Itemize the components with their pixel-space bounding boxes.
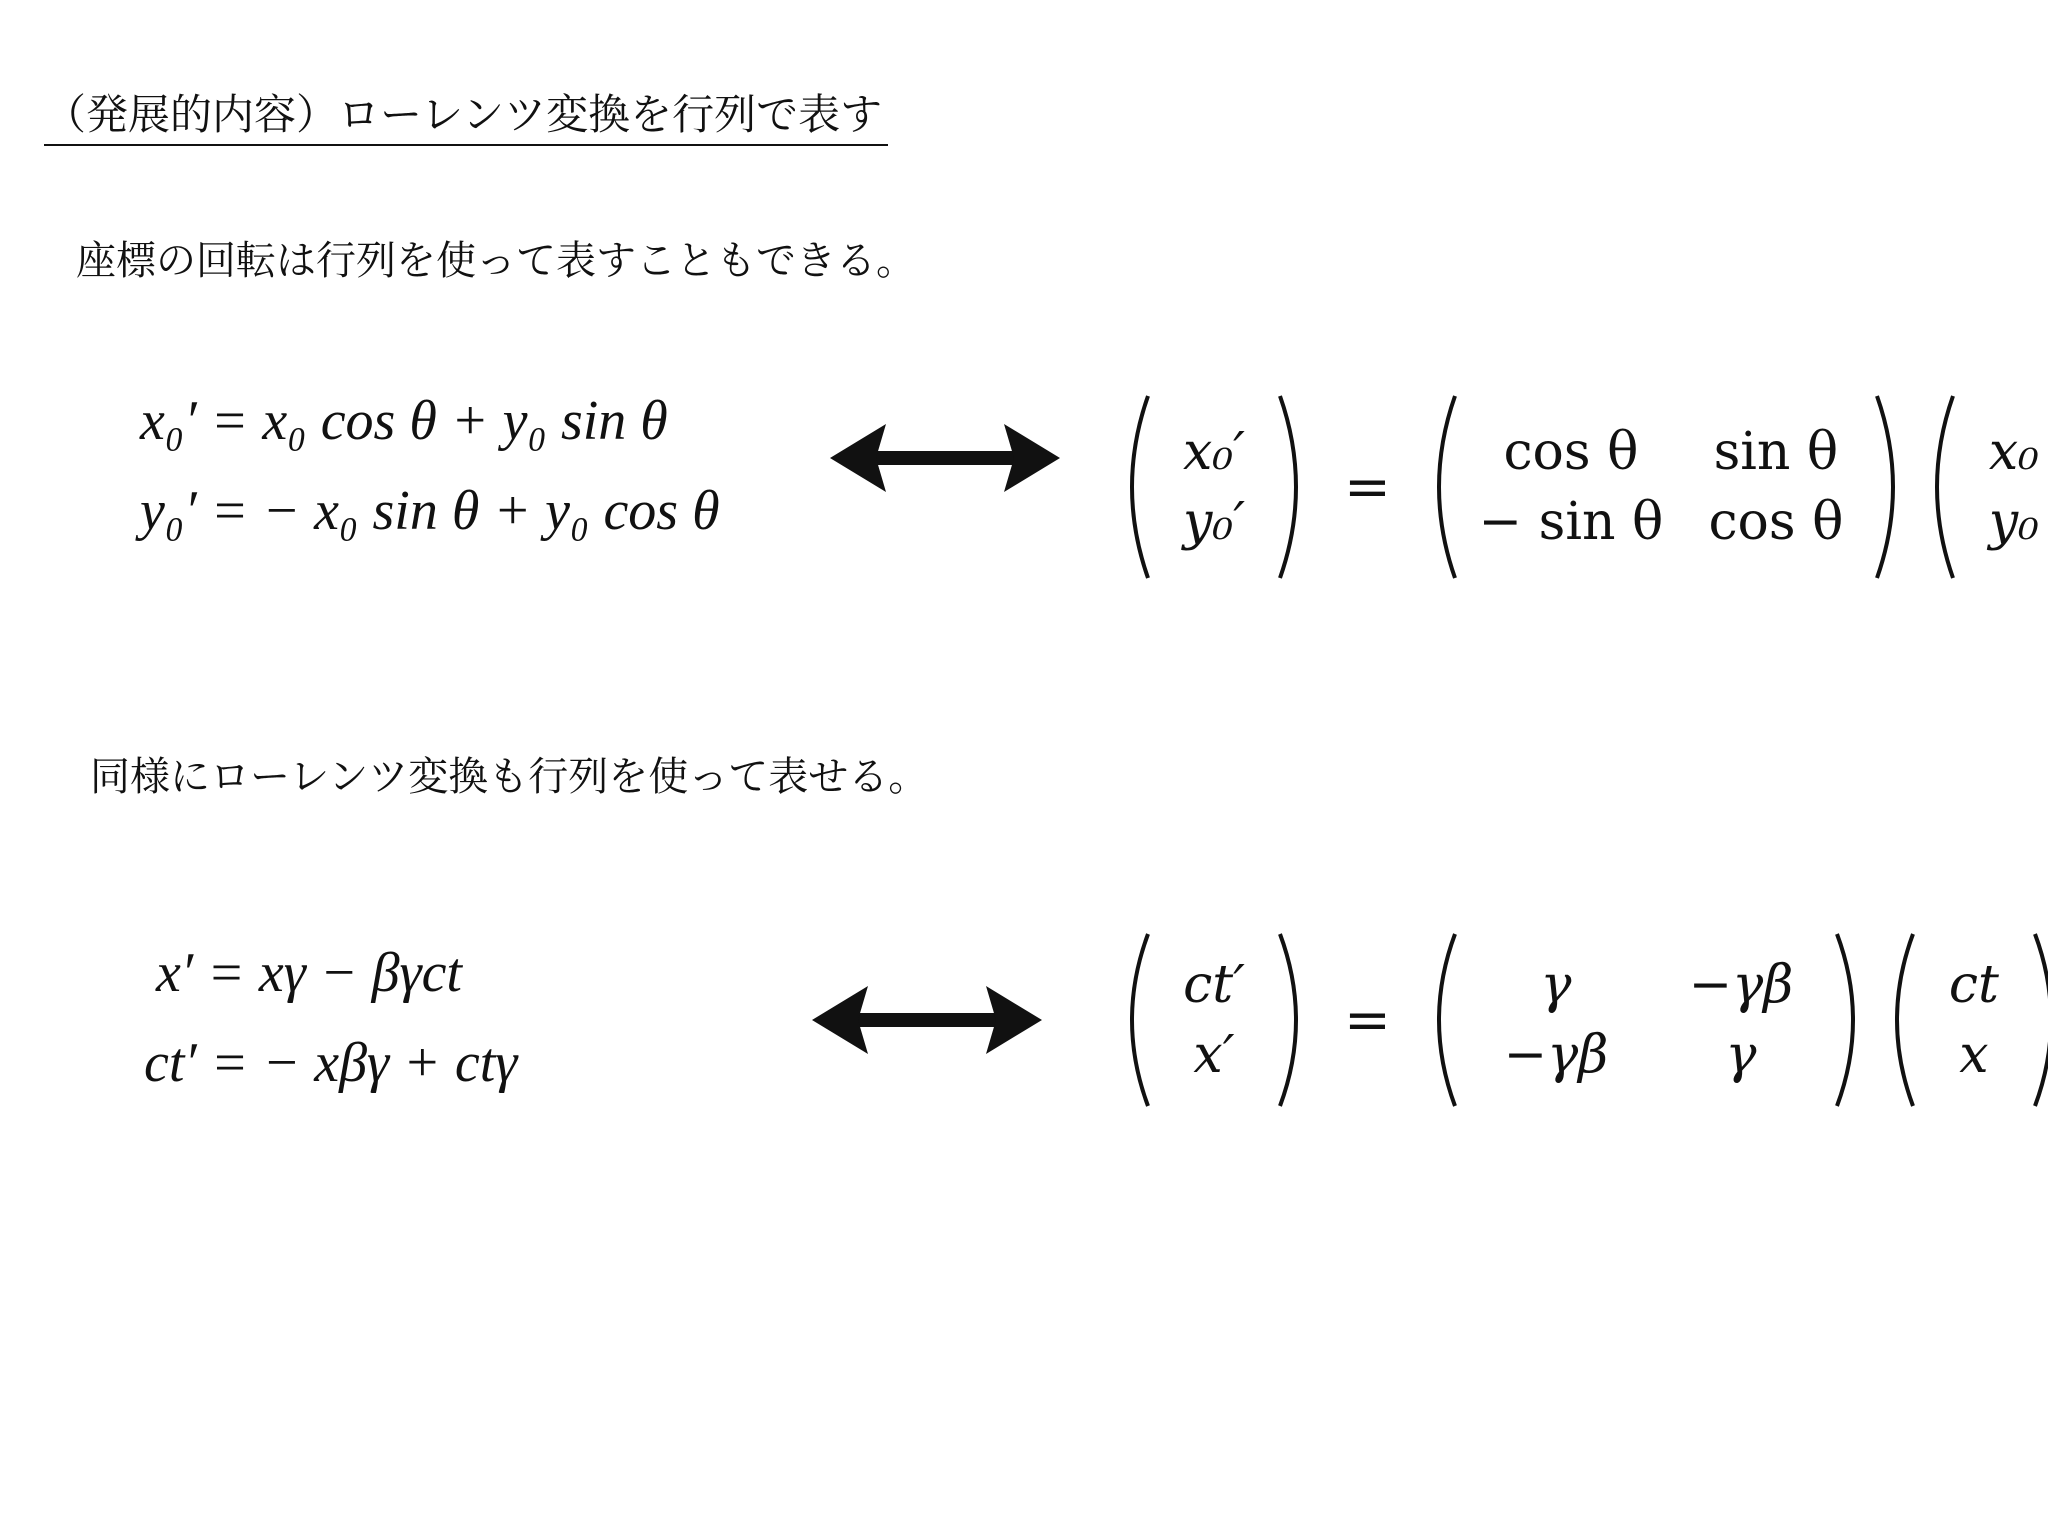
matrix-cell: − sin θ	[1478, 492, 1664, 552]
vector-entry: y₀′	[1182, 492, 1246, 552]
vector-entry: x₀′	[1183, 422, 1245, 482]
right-paren	[1871, 392, 1915, 582]
matrix-cell: sin θ	[1713, 422, 1839, 482]
left-paren	[1417, 930, 1461, 1110]
matrix-cell: −γβ	[1503, 1025, 1609, 1085]
vector-entry: ct	[1948, 955, 1999, 1015]
lorentz-equation-1: x′ = xγ − βγct	[156, 942, 462, 1004]
left-paren	[1110, 392, 1154, 582]
right-paren	[1831, 930, 1875, 1110]
matrix-cell: cos θ	[1503, 422, 1639, 482]
rotation-lhs-vector	[1154, 422, 1274, 552]
lorentz-matrix-equation	[1110, 930, 2048, 1110]
lorentz-matrix	[1461, 955, 1831, 1085]
right-paren	[1274, 392, 1318, 582]
equals-sign: =	[1344, 987, 1391, 1053]
matrix-cell: γ	[1725, 1025, 1757, 1085]
page-title: （発展的内容）ローレンツ変換を行列で表す	[44, 86, 888, 146]
vector-entry: x	[1959, 1025, 1989, 1085]
left-paren	[1875, 930, 1919, 1110]
left-paren	[1915, 392, 1959, 582]
equals-sign: =	[1344, 454, 1391, 520]
rotation-equation-2: y₀′ = − x₀ sin θ + y₀ cos θ	[140, 480, 720, 542]
double-headed-arrow-icon	[830, 418, 1060, 498]
rotation-equation-1: x₀′ = x₀ cos θ + y₀ sin θ	[140, 390, 668, 452]
lorentz-rhs-vector	[1919, 955, 2029, 1085]
rotation-intro-text: 座標の回転は行列を使って表すこともできる。	[76, 238, 916, 284]
lorentz-lhs-vector	[1154, 955, 1274, 1085]
right-paren	[2029, 930, 2048, 1110]
rotation-equations	[140, 376, 720, 556]
double-headed-arrow-icon	[812, 980, 1042, 1060]
lorentz-equations	[144, 928, 517, 1108]
vector-entry: x′	[1193, 1025, 1235, 1085]
lorentz-equation-2: ct′ = − xβγ + ctγ	[144, 1032, 518, 1094]
rotation-matrix-equation	[1110, 392, 2048, 582]
vector-entry: y₀	[1988, 492, 2040, 552]
vector-entry: ct′	[1183, 955, 1245, 1015]
matrix-cell: −γβ	[1688, 955, 1794, 1015]
rotation-rhs-vector	[1959, 422, 2048, 552]
lorentz-intro-text: 同様にローレンツ変換も行列を使って表せる。	[90, 754, 929, 800]
right-paren	[1274, 930, 1318, 1110]
matrix-cell: cos θ	[1708, 492, 1844, 552]
left-paren	[1417, 392, 1461, 582]
vector-entry: x₀	[1988, 422, 2039, 482]
matrix-cell: γ	[1540, 955, 1572, 1015]
left-paren	[1110, 930, 1154, 1110]
rotation-matrix	[1461, 422, 1871, 552]
